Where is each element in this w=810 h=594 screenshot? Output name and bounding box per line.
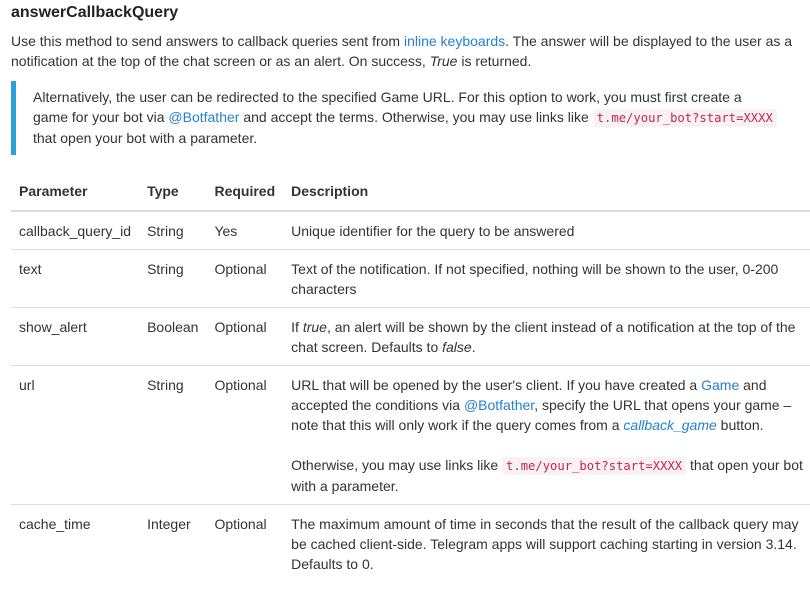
- table-row: [11, 250, 810, 308]
- param-description: The maximum amount of time in seconds that the result of the callback query may be cached client-side. Telegram apps will support caching starting in version 3.14. Defaults to 0.: [283, 505, 810, 583]
- param-type: String: [147, 223, 184, 239]
- header-parameter: Parameter: [11, 173, 139, 211]
- param-description: Text of the notification. If not specified, nothing will be shown to the user, 0-200 characters: [283, 250, 810, 308]
- param-description: Unique identifier for the query to be answered: [291, 223, 575, 239]
- param-required: Optional: [206, 250, 283, 308]
- table-header-row: [11, 173, 810, 211]
- header-description: Description: [283, 173, 810, 211]
- param-name: cache_time: [11, 505, 139, 583]
- param-description: URL that will be opened by the user's client. If you have created a Game and accepted the conditions via @Botfather, specify the URL that opens your game – note that this will only work if the query comes from a callback_game button. Otherwise, you may use links like t.me/your_bot?start=XXXX that open your bot with a parameter.: [283, 366, 810, 505]
- param-name: show_alert: [11, 308, 139, 366]
- table-row: [11, 505, 810, 583]
- param-required: Yes: [214, 223, 238, 239]
- param-type: Integer: [139, 505, 206, 583]
- callback-game-link[interactable]: callback_game: [623, 417, 717, 433]
- game-link[interactable]: Game: [701, 377, 740, 393]
- param-name: text: [11, 250, 139, 308]
- method-description: Use this method to send answers to callback queries sent from inline keyboards. The answer will be displayed to the user as a notification at the top of the chat screen or as an alert. On success, True is returned.: [11, 33, 793, 69]
- start-link-code: t.me/your_bot?start=XXXX: [593, 109, 777, 127]
- param-required: Optional: [206, 505, 283, 583]
- method-title: answerCallbackQuery: [11, 4, 179, 21]
- table-row: [11, 308, 810, 366]
- botfather-link[interactable]: @Botfather: [463, 397, 535, 413]
- table-row: [11, 366, 810, 505]
- param-name: url: [11, 366, 139, 505]
- inline-keyboards-link[interactable]: inline keyboards: [403, 33, 506, 49]
- paragraph-gap: [291, 435, 803, 455]
- param-required: Optional: [206, 308, 283, 366]
- start-link-code: t.me/your_bot?start=XXXX: [502, 457, 686, 475]
- header-type: Type: [139, 173, 206, 211]
- param-required: Optional: [206, 366, 283, 505]
- param-type: String: [139, 250, 206, 308]
- param-type: Boolean: [139, 308, 206, 366]
- table-row: [11, 211, 810, 250]
- param-type: String: [139, 366, 206, 505]
- parameters-table: [11, 173, 810, 582]
- param-description: If true, an alert will be shown by the client instead of a notification at the top of the chat screen. Defaults to false.: [283, 308, 810, 366]
- game-url-note: Alternatively, the user can be redirected to the specified Game URL. For this option to work, you must first create a game for your bot via @Botfather and accept the terms. Otherwise, you may use links like t.me/your_bot?start=XXXX that open your bot with a parameter.: [11, 81, 796, 155]
- param-name: callback_query_id: [19, 223, 132, 239]
- header-required: Required: [206, 173, 283, 211]
- botfather-link[interactable]: @Botfather: [168, 109, 240, 125]
